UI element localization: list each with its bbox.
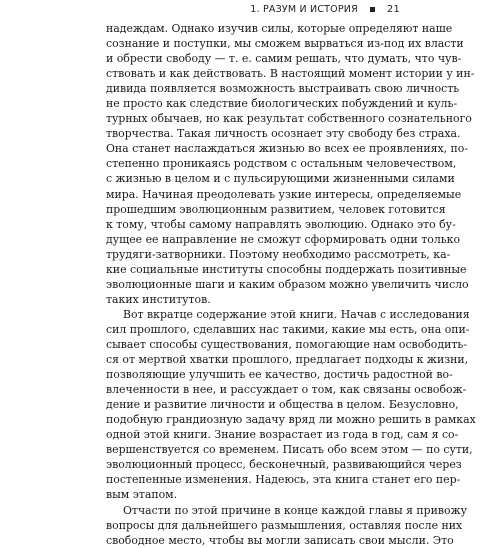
text-line: позволяющие улучшить ее качество, достичь радостной во- — [106, 368, 453, 382]
text-line: с жизнью в целом и с пульсирующими жизненными силами — [106, 172, 455, 186]
text-line: надеждам. Однако изучив силы, которые определяют наше — [106, 22, 453, 35]
text-line: кие социальные институты способны поддержать позитивные — [106, 262, 467, 276]
text-line: трудяги-затворники. Поэтому необходимо рассмотреть, ка- — [106, 247, 451, 261]
text-line: влеченности в нее, и рассуждает о том, как связаны освобож- — [106, 383, 467, 397]
text-line: одной этой книги. Знание возрастает из года в год, сам я со- — [106, 428, 459, 442]
body-text — [106, 21, 476, 548]
text-line: ствовать и как действовать. В настоящий момент истории у ин- — [106, 67, 475, 81]
text-line: ся от мертвой хватки прошлого, предлагает подходы к жизни, — [106, 353, 469, 367]
text-line: Она станет наслаждаться жизнью во всех ее проявлениях, по- — [106, 142, 469, 156]
running-head — [100, 2, 400, 16]
text-line: не просто как следствие биологических побуждений и куль- — [106, 97, 458, 111]
text-line: творчества. Такая личность осознает эту свободу без страха. — [106, 127, 461, 141]
text-line: постепенные изменения. Надеюсь, эта книга станет его пер- — [106, 473, 461, 487]
text-line: к тому, чтобы самому направлять эволюцию. Однако это бу- — [106, 217, 456, 231]
text-line: дение и развитие личности и общества в целом. Безусловно, — [106, 398, 459, 412]
chapter-title: 1. РАЗУМ И ИСТОРИЯ — [250, 3, 358, 15]
text-line: дивида появляется возможность выстраивать свою личность — [106, 82, 460, 96]
text-line: сил прошлого, сделавших нас такими, какие мы есть, она опи- — [106, 322, 470, 336]
text-line: сознание и поступки, мы сможем вырваться из-под их власти — [106, 37, 464, 51]
text-line: подобную грандиозную задачу вряд ли можно решить в рамках — [106, 413, 476, 427]
text-line: эволюционные шаги и каким образом можно увеличить число — [106, 277, 469, 291]
text-line: и обрести свободу — т. е. самим решать, что думать, что чув- — [106, 52, 462, 66]
text-line: эволюционный процесс, бесконечный, развивающийся через — [106, 458, 462, 472]
text-line: дущее ее направление не сможут сформировать одни только — [106, 232, 461, 246]
text-line: Вот вкратце содержание этой книги. Начав с исследования — [123, 307, 470, 321]
text-line: Отчасти по этой причине в конце каждой главы я привожу — [123, 503, 468, 517]
text-line: турных обычаев, но как результат собственного сознательного — [106, 112, 472, 126]
text-line: вым этапом. — [106, 488, 178, 502]
text-line: сывает способы существования, помогающие нам освободить- — [106, 337, 467, 351]
page-number: 21 — [386, 3, 400, 15]
text-line: таких институтов. — [106, 292, 211, 306]
text-line: мира. Начиная преодолевать узкие интересы, определяемые — [106, 187, 462, 201]
text-line: степенно проникаясь родством с остальным человечеством, — [106, 157, 457, 171]
text-line: свободное место, чтобы вы могли записать свои мысли. Это — [106, 533, 454, 547]
text-line: вершенствуется со временем. Писать обо всем этом — по сути, — [106, 443, 473, 457]
text-line: прошедшим эволюционным развитием, человек готовится — [106, 202, 446, 216]
text-line: вопросы для дальнейшего размышления, оставляя после них — [106, 518, 463, 532]
square-separator-icon — [370, 7, 375, 12]
